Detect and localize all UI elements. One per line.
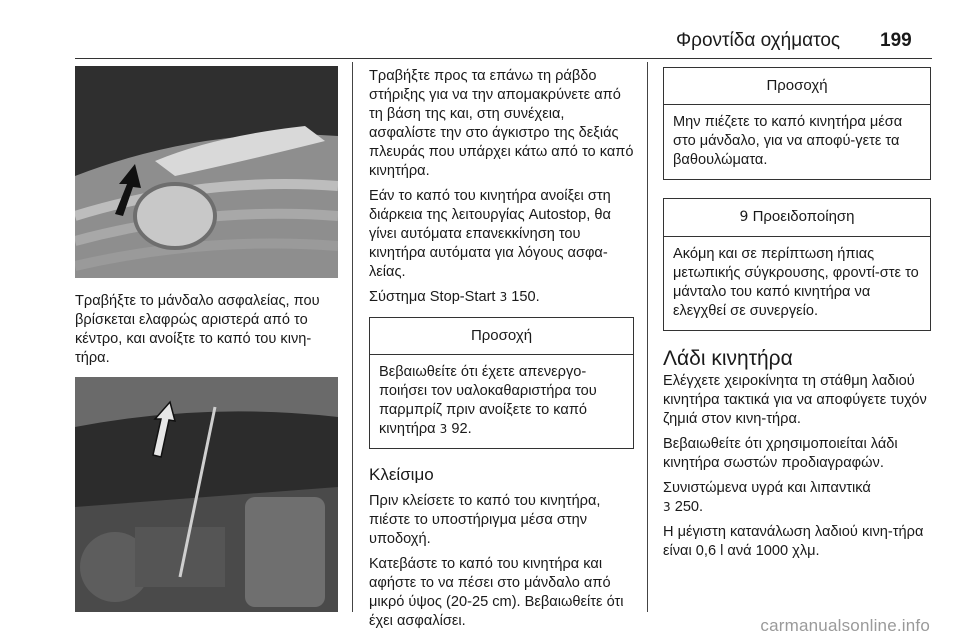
notice-box-wiper	[369, 317, 634, 449]
watermark: carmanualsonline.info	[760, 616, 930, 635]
oil-ref-text: Συνιστώμενα υγρά και λιπαντικά	[663, 480, 871, 496]
notice-ref-page: 92.	[451, 421, 472, 437]
section-heading-engine-oil: Λάδι κινητήρα	[663, 347, 793, 370]
para-stop-start-ref	[369, 288, 634, 307]
header-rule	[75, 58, 932, 59]
notice-heading: Προσοχή	[664, 68, 930, 105]
column-divider-2	[647, 62, 648, 612]
warning-heading-text: Προειδοποίηση	[752, 208, 855, 225]
oil-ref-page: 250.	[674, 499, 704, 515]
para-closing-1: Πριν κλείσετε το καπό του κινητήρα, πιέστε το υποστήριγμα μέσα στην υποδοχή.	[369, 493, 601, 547]
para-closing-2: Κατεβάστε το καπό του κινητήρα και αφήστε το να πέσει στο μάνδαλο από μικρό ύψος (20-25 cm). Βεβαιωθείτε ότι έχει ασφαλίσει.	[369, 556, 624, 629]
hood-release-photo	[75, 66, 338, 278]
hood-support-photo	[75, 377, 338, 612]
caption-hood-release: Τραβήξτε το μάνδαλο ασφαλείας, που βρίσκεται ελαφρώς αριστερά από το κέντρο, και ανοίξτε το καπό του κινη-τήρα.	[75, 293, 320, 366]
hood-support-illustration	[75, 377, 338, 612]
notice-body-text: Βεβαιωθείτε ότι έχετε απενεργο-ποιήσει τον υαλοκαθαριστήρα του παρμπρίζ πριν ανοίξετε το καπό κινητήρα	[379, 364, 597, 437]
page-header-title: Φροντίδα οχήματος	[676, 30, 841, 51]
notice-box-dents	[663, 67, 931, 180]
para-oil-check: Ελέγχετε χειροκίνητα τη στάθμη λαδιού κινητήρα τακτικά για να αποφύγετε τυχόν ζημιά στον κινη-τήρα.	[663, 373, 927, 427]
warning-triangle-icon: 9	[739, 209, 749, 225]
stop-start-ref-page: 150.	[511, 289, 540, 305]
page-ref-icon: 3	[499, 290, 508, 304]
para-oil-consumption: Η μέγιστη κατανάλωση λαδιού κινη-τήρα είναι 0,6 l ανά 1000 χλμ.	[663, 524, 924, 559]
warning-box-latch	[663, 198, 931, 331]
warning-heading	[664, 199, 930, 237]
column-divider-1	[352, 62, 353, 612]
stop-start-text: Σύστημα Stop-Start	[369, 289, 496, 305]
notice-body-text: Μην πιέζετε το καπό κινητήρα μέσα στο μάνδαλο, για να αποφύ-γετε τα βαθουλώματα.	[673, 114, 903, 168]
page-number: 199	[880, 30, 912, 51]
notice-heading: Προσοχή	[370, 318, 633, 355]
para-oil-ref	[663, 479, 931, 517]
page-ref-icon: 3	[663, 500, 671, 514]
hood-release-illustration	[75, 66, 338, 278]
para-support-rod: Τραβήξτε προς τα επάνω τη ράβδο στήριξης για να την απομακρύνετε από τη βάση της και, στη συνέχεια, ασφαλίστε την στο άγκιστρο της δεξιάς πλευράς που υπάρχει κάτω από το καπό κινητήρα.	[369, 68, 634, 179]
para-oil-spec: Βεβαιωθείτε ότι χρησιμοποιείται λάδι κινητήρα σωστών προδιαγραφών.	[663, 436, 898, 471]
page-ref-icon: 3	[439, 422, 448, 436]
section-heading-closing: Κλείσιμο	[369, 465, 434, 484]
warning-body-text: Ακόμη και σε περίπτωση ήπιας μετωπικής σύγκρουσης, φροντί-στε το μάνταλο του καπό κινητήρα να ελεγχθεί σε συνεργείο.	[673, 246, 919, 319]
para-autostop: Εάν το καπό του κινητήρα ανοίξει στη διάρκεια της λειτουργίας Autostop, θα γίνει αυτόματα επανεκκίνηση του κινητήρα αυτόματα για λόγους ασφα-λείας.	[369, 188, 611, 280]
